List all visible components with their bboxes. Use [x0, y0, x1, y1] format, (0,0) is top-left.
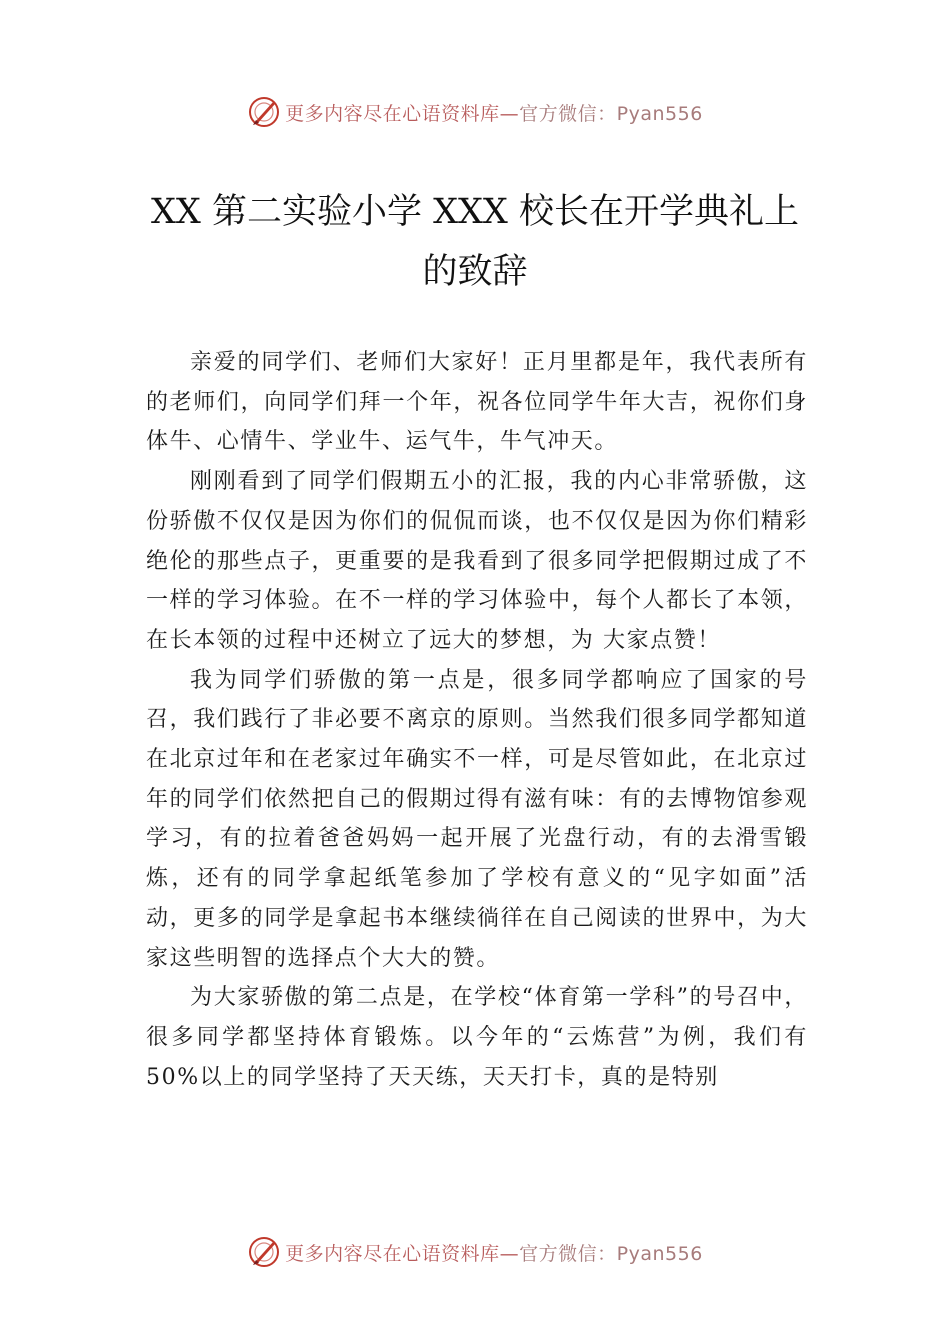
title-line-2: 的致辞 [422, 252, 528, 292]
wechat-id: 官方微信：Pyan556 [519, 1242, 703, 1265]
banner-text: 更多内容尽在心语资料库—官方微信：Pyan556 [285, 102, 703, 125]
paragraph-2: 刚刚看到了同学们假期五小的汇报，我的内心非常骄傲，这份骄傲不仅仅是因为你们的侃侃而谈，也不仅仅是因为你们精彩绝伦的那些点子，更重要的是我看到了很多同学把假期过成了不一样的学习体验。在不一样的学习体验中，每个人都长了本领，在长本领的过程中还树立了远大的梦想，为 大家点赞！ [146, 469, 808, 653]
paragraph-3: 我为同学们骄傲的第一点是，很多同学都响应了国家的号召，我们践行了非必要不离京的原则。当然我们很多同学都知道在北京过年和在老家过年确实不一样，可是尽管如此，在北京过年的同学们依然把自己的假期过得有滋有味：有的去博物馆参观学习，有的拉着爸爸妈妈一起开展了光盘行动，有的去滑雪锻炼，还有的同学拿起纸笔参加了学校有意义的“见字如面”活动，更多的同学是拿起书本继续徜徉在自己阅读的世界中，为大家这些明智的选择点个大大的赞。 [146, 667, 808, 971]
header-banner [0, 92, 950, 132]
document-body [146, 343, 808, 1097]
document-title [120, 182, 830, 302]
quill-logo-icon [247, 1235, 281, 1269]
paragraph-1: 亲爱的同学们、老师们大家好！正月里都是年，我代表所有的老师们，向同学们拜一个年，祝各位同学牛年大吉，祝你们身体牛、心情牛、学业牛、运气牛，牛气冲天。 [146, 350, 808, 455]
quill-logo-icon [247, 95, 281, 129]
banner-text: 更多内容尽在心语资料库—官方微信：Pyan556 [285, 1242, 703, 1265]
wechat-id: 官方微信：Pyan556 [519, 102, 703, 125]
footer-banner [0, 1232, 950, 1272]
title-line-1: XX 第二实验小学 XXX 校长在开学典礼上 [151, 192, 799, 232]
paragraph-4: 为大家骄傲的第二点是，在学校“体育第一学科”的号召中，很多同学都坚持体育锻炼。以今年的“云炼营”为例，我们有 50%以上的同学坚持了天天练，天天打卡，真的是特别 [146, 985, 808, 1090]
